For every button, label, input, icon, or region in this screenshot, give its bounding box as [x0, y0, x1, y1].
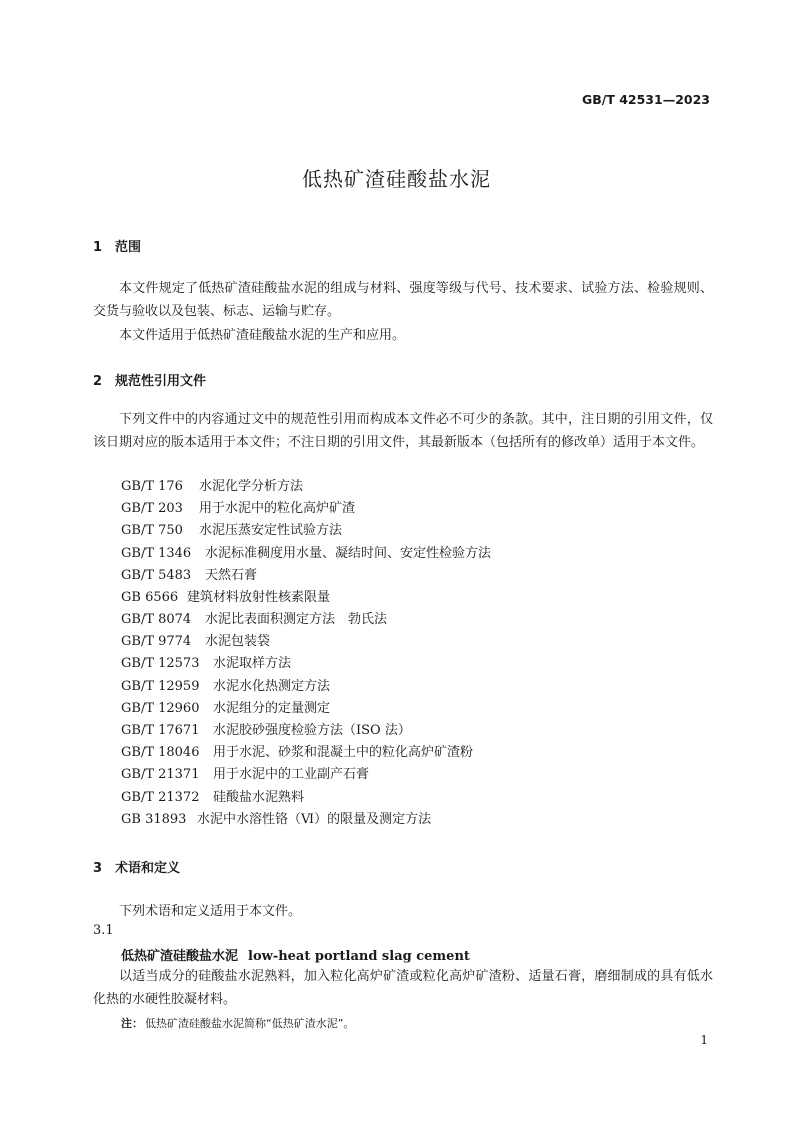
reference-title: 水泥胶砂强度检验方法（ISO 法）: [213, 723, 411, 738]
note-text: 低热矿渣硅酸盐水泥简称“低热矿渣水泥”。: [145, 1017, 355, 1030]
reference-code: GB/T 1346: [121, 546, 192, 561]
section-2-heading: [93, 370, 206, 389]
reference-title: 水泥水化热测定方法: [213, 679, 331, 694]
reference-item: [121, 742, 473, 764]
section-3-heading: [93, 857, 180, 876]
reference-title: 水泥取样方法: [213, 656, 292, 671]
reference-item: [121, 720, 411, 742]
reference-title: 用于水泥中的粒化高炉矿渣: [199, 501, 356, 516]
reference-code: GB/T 203: [121, 501, 183, 516]
reference-code: GB/T 750: [121, 523, 183, 538]
reference-item: [121, 698, 330, 720]
normative-references-intro: 下列文件中的内容通过文中的规范性引用而构成本文件必不可少的条款。其中，注日期的引用文件，仅该日期对应的版本适用于本文件；不注日期的引用文件，其最新版本（包括所有的修改单）适用于本文件。: [93, 412, 713, 450]
reference-item: [121, 787, 304, 809]
section-number: 3: [93, 861, 103, 876]
reference-code: GB/T 18046: [121, 745, 200, 760]
term-chinese: 低热矿渣硅酸盐水泥: [121, 949, 239, 964]
reference-item: [121, 676, 330, 698]
note-label: 注：: [121, 1017, 143, 1030]
reference-item: [121, 565, 257, 587]
page-number: 1: [700, 1033, 708, 1047]
reference-item: [121, 609, 387, 631]
section-title: 范围: [115, 240, 142, 255]
term-definition: 以适当成分的硅酸盐水泥熟料，加入粒化高炉矿渣或粒化高炉矿渣粉、适量石膏，磨细制成的具有低水化热的水硬性胶凝材料。: [93, 969, 713, 1007]
reference-code: GB 6566: [121, 590, 179, 605]
terms-intro: 下列术语和定义适用于本文件。: [119, 904, 302, 919]
reference-code: GB/T 21371: [121, 767, 200, 782]
reference-code: GB/T 176: [121, 479, 183, 494]
reference-title: 水泥包装袋: [205, 634, 271, 649]
reference-code: GB/T 8074: [121, 612, 192, 627]
reference-title: 水泥比表面积测定方法 勃氏法: [205, 612, 388, 627]
term-english: low-heat portland slag cement: [248, 949, 470, 964]
reference-code: GB/T 12960: [121, 701, 200, 716]
section-number: 2: [93, 374, 103, 389]
clause-number: 3.1: [93, 923, 114, 938]
reference-item: [121, 476, 303, 498]
reference-title: 用于水泥、砂浆和混凝土中的粒化高炉矿渣粉: [213, 745, 474, 760]
section-title: 术语和定义: [115, 861, 181, 876]
reference-code: GB/T 12959: [121, 679, 200, 694]
reference-title: 用于水泥中的工业副产石膏: [213, 767, 370, 782]
term-note: [121, 1015, 354, 1031]
reference-title: 建筑材料放射性核素限量: [187, 590, 331, 605]
reference-code: GB/T 21372: [121, 790, 200, 805]
reference-title: 硅酸盐水泥熟料: [213, 790, 305, 805]
reference-code: GB/T 17671: [121, 723, 200, 738]
reference-code: GB/T 9774: [121, 634, 192, 649]
standard-number: GB/T 42531—2023: [581, 92, 710, 107]
term-entry: [121, 945, 470, 964]
reference-title: 天然石膏: [205, 568, 258, 583]
section-1-heading: [93, 236, 141, 255]
document-title: 低热矿渣硅酸盐水泥: [302, 167, 491, 191]
section-number: 1: [93, 240, 103, 255]
reference-item: [121, 809, 431, 831]
reference-item: [121, 631, 270, 653]
reference-item: [121, 520, 342, 542]
reference-item: [121, 498, 355, 520]
reference-code: GB 31893: [121, 812, 187, 827]
reference-title: 水泥组分的定量测定: [213, 701, 331, 716]
scope-paragraph: 本文件规定了低热矿渣硅酸盐水泥的组成与材料、强度等级与代号、技术要求、试验方法、检验规则、交货与验收以及包装、标志、运输与贮存。: [93, 281, 713, 319]
applicability-paragraph: 本文件适用于低热矿渣硅酸盐水泥的生产和应用。: [119, 328, 406, 343]
reference-code: GB/T 5483: [121, 568, 192, 583]
reference-title: 水泥压蒸安定性试验方法: [199, 523, 343, 538]
reference-title: 水泥化学分析方法: [199, 479, 304, 494]
reference-title: 水泥中水溶性铬（Ⅵ）的限量及测定方法: [197, 812, 432, 827]
reference-title: 水泥标准稠度用水量、凝结时间、安定性检验方法: [205, 546, 492, 561]
reference-item: [121, 653, 291, 675]
reference-code: GB/T 12573: [121, 656, 200, 671]
reference-item: [121, 764, 369, 786]
reference-item: [121, 587, 330, 609]
section-title: 规范性引用文件: [115, 374, 207, 389]
reference-item: [121, 543, 491, 565]
